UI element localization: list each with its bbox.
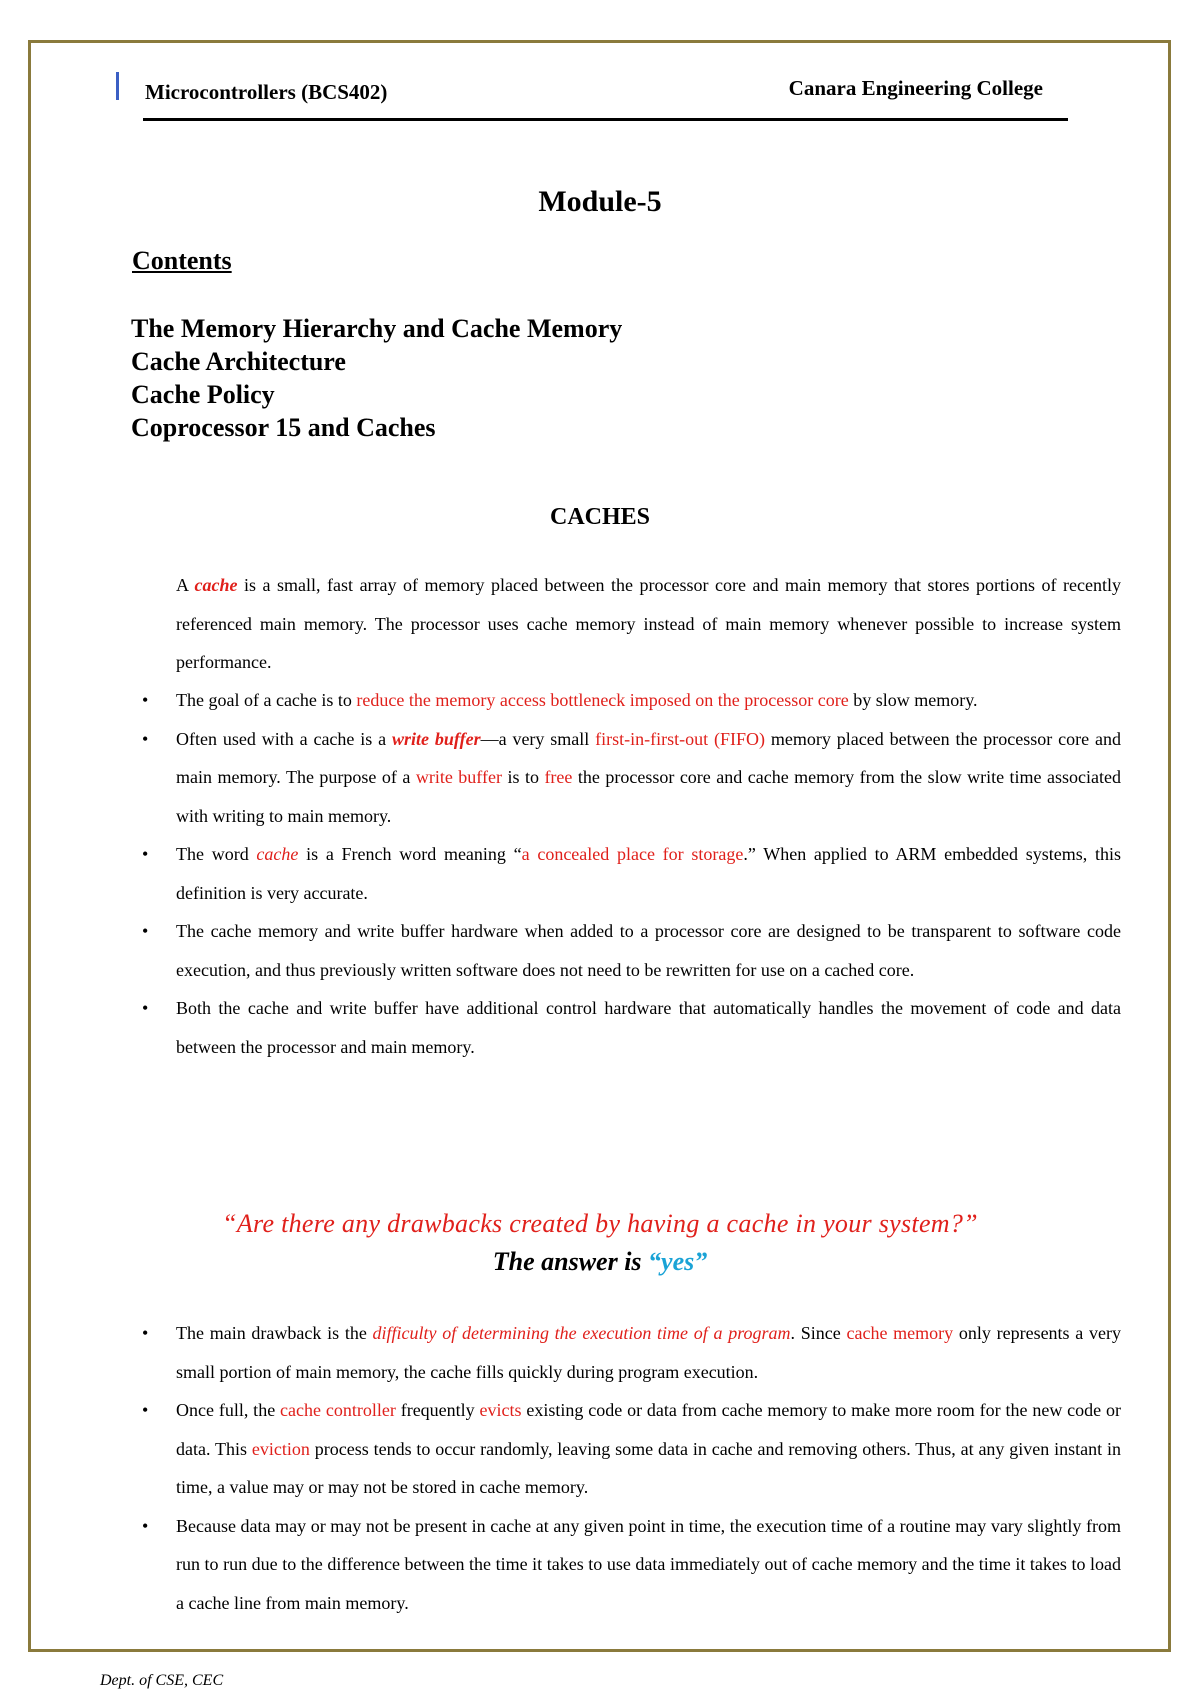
highlight-term: first-in-first-out (FIFO) [595, 728, 766, 749]
highlight-term: write buffer [415, 767, 502, 787]
text-run: —a very small [480, 728, 596, 749]
text-run: is a French word meaning “ [298, 844, 522, 864]
drawback-bullet-list [176, 1314, 1121, 1622]
answer-yes: “yes” [648, 1247, 708, 1276]
list-item: • Because data may or may not be present in cache at any given point in time, the execution time of a routine may vary slightly from run to run due to the difference between the time it takes to use data immediately out of cache memory and the time it takes to load a cache line from main memory. [176, 1507, 1121, 1623]
text-run: A [176, 575, 195, 595]
highlight-term: a concealed place for storage [521, 844, 744, 864]
contents-item: Cache Architecture [131, 347, 346, 376]
highlight-term: cache [256, 844, 299, 864]
header-mark [116, 72, 119, 100]
text-run: The word [176, 844, 257, 864]
footer-department: Dept. of CSE, CEC [100, 1672, 224, 1689]
text-run: by slow memory. [848, 690, 978, 710]
highlight-term: write buffer [392, 728, 481, 749]
header-college-name: Canara Engineering College [788, 76, 1043, 100]
header-rule [143, 118, 1068, 121]
highlight-term: cache controller [280, 1400, 396, 1420]
list-item [176, 1314, 1121, 1391]
text-run: . Since [790, 1323, 847, 1343]
highlight-term: evicts [479, 1400, 522, 1420]
text-run: is to [501, 767, 545, 787]
highlight-term: cache memory [846, 1323, 954, 1343]
text-run: memory placed between the processor core and main memory. The purpose of a [176, 728, 1121, 787]
highlight-term: cache [194, 575, 238, 595]
list-item: • The cache memory and write buffer hardware when added to a processor core are designed to be transparent to software code execution, and thus previously written software does not need to be rewritten for use on a cached core. [176, 912, 1121, 989]
list-item [176, 681, 1121, 720]
text-run: .” When applied to ARM embedded systems, this definition is very accurate. [176, 844, 1121, 903]
module-title: Module-5 [538, 185, 662, 218]
text-run: Often used with a cache is a [176, 728, 393, 749]
intro-paragraph [176, 566, 1121, 682]
text-run: process tends to occur randomly, leaving some data in cache and removing others. Thus, at any given instant in time, a value may or may not be stored in cache memory. [176, 1438, 1122, 1497]
list-item: • Both the cache and write buffer have additional control hardware that automatically handles the movement of code and data between the processor and main memory. [176, 989, 1121, 1066]
text-run: only represents a very small portion of main memory, the cache fills quickly during program execution. [176, 1323, 1121, 1382]
text-run: existing code or data from cache memory to make more room for the new code or data. This [176, 1400, 1122, 1459]
contents-heading: Contents [132, 246, 232, 275]
contents-item: The Memory Hierarchy and Cache Memory [131, 314, 623, 343]
text-run: frequently [395, 1400, 480, 1420]
contents-list [131, 312, 622, 444]
text-run: Once full, the [176, 1400, 281, 1420]
text-run: is a small, fast array of memory placed between the processor core and main memory that stores portions of recently referenced main memory. The processor uses cache memory instead of main memory whenever possible to increase system performance. [176, 575, 1121, 672]
contents-item: Cache Policy [131, 380, 275, 409]
text-run: the processor core and cache memory from the slow write time associated with writing to main memory. [176, 767, 1121, 826]
highlight-term: difficulty of determining the execution time of a program [372, 1323, 791, 1343]
drawback-answer [0, 1247, 1200, 1277]
text-run: The answer is [492, 1247, 649, 1276]
section-heading-caches: CACHES [549, 504, 651, 530]
list-item [176, 720, 1121, 836]
highlight-term: free [544, 767, 573, 787]
text-run: The goal of a cache is to [176, 690, 357, 710]
header-course-title: Microcontrollers (BCS402) [145, 80, 388, 104]
list-item [176, 835, 1121, 912]
highlight-term: eviction [251, 1438, 310, 1459]
highlight-term: reduce the memory access bottleneck imposed on the processor core [356, 690, 849, 710]
contents-item: Coprocessor 15 and Caches [131, 413, 436, 442]
list-item [176, 1391, 1121, 1507]
text-run: The main drawback is the [176, 1323, 373, 1343]
cache-bullet-list [176, 681, 1121, 1066]
drawback-question: “Are there any drawbacks created by having a cache in your system?” [222, 1209, 978, 1238]
